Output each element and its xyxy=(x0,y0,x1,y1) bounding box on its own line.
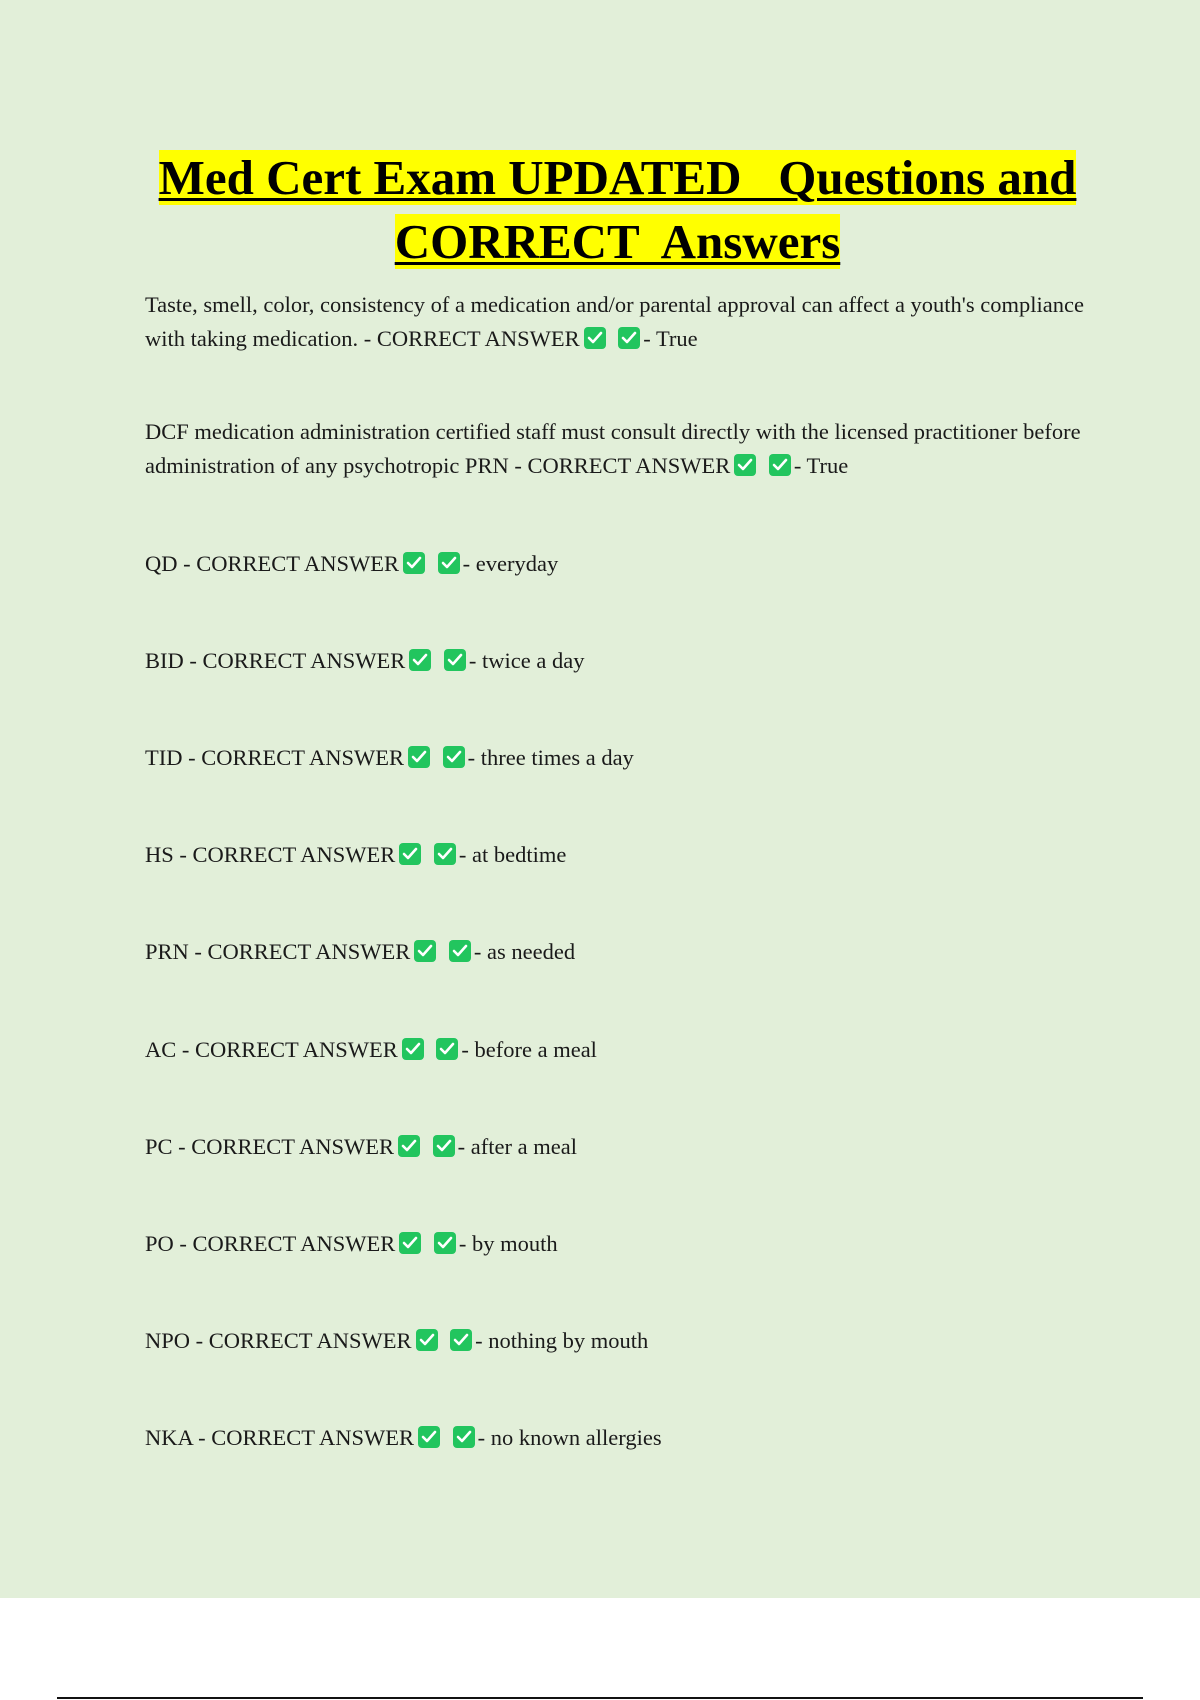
qa-answer: by mouth xyxy=(472,1231,558,1256)
check-icon xyxy=(409,649,431,671)
qa-question: AC xyxy=(145,1037,177,1062)
check-icon xyxy=(734,454,756,476)
qa-item: PC - CORRECT ANSWER - after a meal xyxy=(145,1134,577,1159)
qa-answer-marker: CORRECT ANSWER xyxy=(527,453,731,478)
check-icon xyxy=(398,1135,420,1157)
qa-answer: everyday xyxy=(475,551,559,576)
check-icon xyxy=(433,1135,455,1157)
qa-question: HS xyxy=(145,842,174,867)
qa-answer-marker: CORRECT ANSWER xyxy=(208,1328,412,1353)
qa-question: Taste, smell, color, consistency of a medication and/or parental approval can affect a youth's compliance with taking medication. xyxy=(145,292,1084,351)
qa-answer-marker: CORRECT ANSWER xyxy=(207,939,411,964)
qa-answer: three times a day xyxy=(480,745,634,770)
qa-question: QD xyxy=(145,551,178,576)
check-icon xyxy=(414,940,436,962)
check-icon xyxy=(434,843,456,865)
check-icon xyxy=(418,1426,440,1448)
qa-answer: twice a day xyxy=(482,648,585,673)
check-icon xyxy=(444,649,466,671)
qa-question: NPO xyxy=(145,1328,191,1353)
title-line-1: Med Cert Exam UPDATED Questions and xyxy=(158,150,1077,205)
qa-answer: no known allergies xyxy=(490,1425,662,1450)
qa-item: NKA - CORRECT ANSWER - no known allergies xyxy=(145,1425,662,1450)
qa-question: TID xyxy=(145,745,183,770)
qa-answer-marker: CORRECT ANSWER xyxy=(196,551,399,576)
check-icon xyxy=(402,1038,424,1060)
check-icon xyxy=(450,1329,472,1351)
qa-item: TID - CORRECT ANSWER - three times a day xyxy=(145,745,634,770)
qa-answer: after a meal xyxy=(470,1134,577,1159)
check-icon xyxy=(438,552,460,574)
qa-item: BID - CORRECT ANSWER - twice a day xyxy=(145,648,585,673)
qa-answer-marker: CORRECT ANSWER xyxy=(191,1134,395,1159)
qa-question: PC xyxy=(145,1134,173,1159)
check-icon xyxy=(584,327,606,349)
qa-answer: before a meal xyxy=(474,1037,597,1062)
check-icon xyxy=(399,1232,421,1254)
check-icon xyxy=(416,1329,438,1351)
check-icon xyxy=(434,1232,456,1254)
qa-question: PRN xyxy=(145,939,189,964)
document-title xyxy=(80,146,1155,274)
qa-answer: at bedtime xyxy=(472,842,567,867)
check-icon xyxy=(769,454,791,476)
qa-item: QD - CORRECT ANSWER - everyday xyxy=(145,551,559,576)
qa-answer: nothing by mouth xyxy=(488,1328,649,1353)
qa-answer-marker: CORRECT ANSWER xyxy=(201,745,404,770)
check-icon xyxy=(403,552,425,574)
qa-answer: as needed xyxy=(487,939,576,964)
qa-item: AC - CORRECT ANSWER - before a meal xyxy=(145,1037,597,1062)
check-icon xyxy=(449,940,471,962)
qa-question: DCF medication administration certified staff must consult directly with the licensed practitioner before administration of any psychotropic PRN xyxy=(145,419,1081,478)
title-line-2: CORRECT Answers xyxy=(394,214,841,269)
qa-item: HS - CORRECT ANSWER - at bedtime xyxy=(145,842,567,867)
qa-answer-marker: CORRECT ANSWER xyxy=(192,1231,396,1256)
check-icon xyxy=(408,746,430,768)
check-icon xyxy=(399,843,421,865)
qa-question: NKA xyxy=(145,1425,193,1450)
qa-item: DCF medication administration certified staff must consult directly with the licensed practitioner before administration of any psychotropic PRN - CORRECT ANSWER - True xyxy=(145,419,1081,478)
qa-question: BID xyxy=(145,648,184,673)
qa-item: PO - CORRECT ANSWER - by mouth xyxy=(145,1231,558,1256)
qa-item: PRN - CORRECT ANSWER - as needed xyxy=(145,939,576,964)
qa-answer-marker: CORRECT ANSWER xyxy=(192,842,396,867)
footer-divider xyxy=(57,1697,1143,1699)
qa-question: PO xyxy=(145,1231,174,1256)
qa-answer: True xyxy=(655,326,698,351)
check-icon xyxy=(618,327,640,349)
check-icon xyxy=(453,1426,475,1448)
qa-item: NPO - CORRECT ANSWER - nothing by mouth xyxy=(145,1328,649,1353)
qa-answer-marker: CORRECT ANSWER xyxy=(202,648,406,673)
qa-answer-marker: CORRECT ANSWER xyxy=(195,1037,398,1062)
qa-answer: True xyxy=(806,453,849,478)
qa-item: Taste, smell, color, consistency of a medication and/or parental approval can affect a youth's compliance with taking medication. - CORRECT ANSWER - True xyxy=(145,292,1084,351)
check-icon xyxy=(436,1038,458,1060)
qa-answer-marker: CORRECT ANSWER xyxy=(376,326,580,351)
qa-answer-marker: CORRECT ANSWER xyxy=(211,1425,415,1450)
check-icon xyxy=(443,746,465,768)
